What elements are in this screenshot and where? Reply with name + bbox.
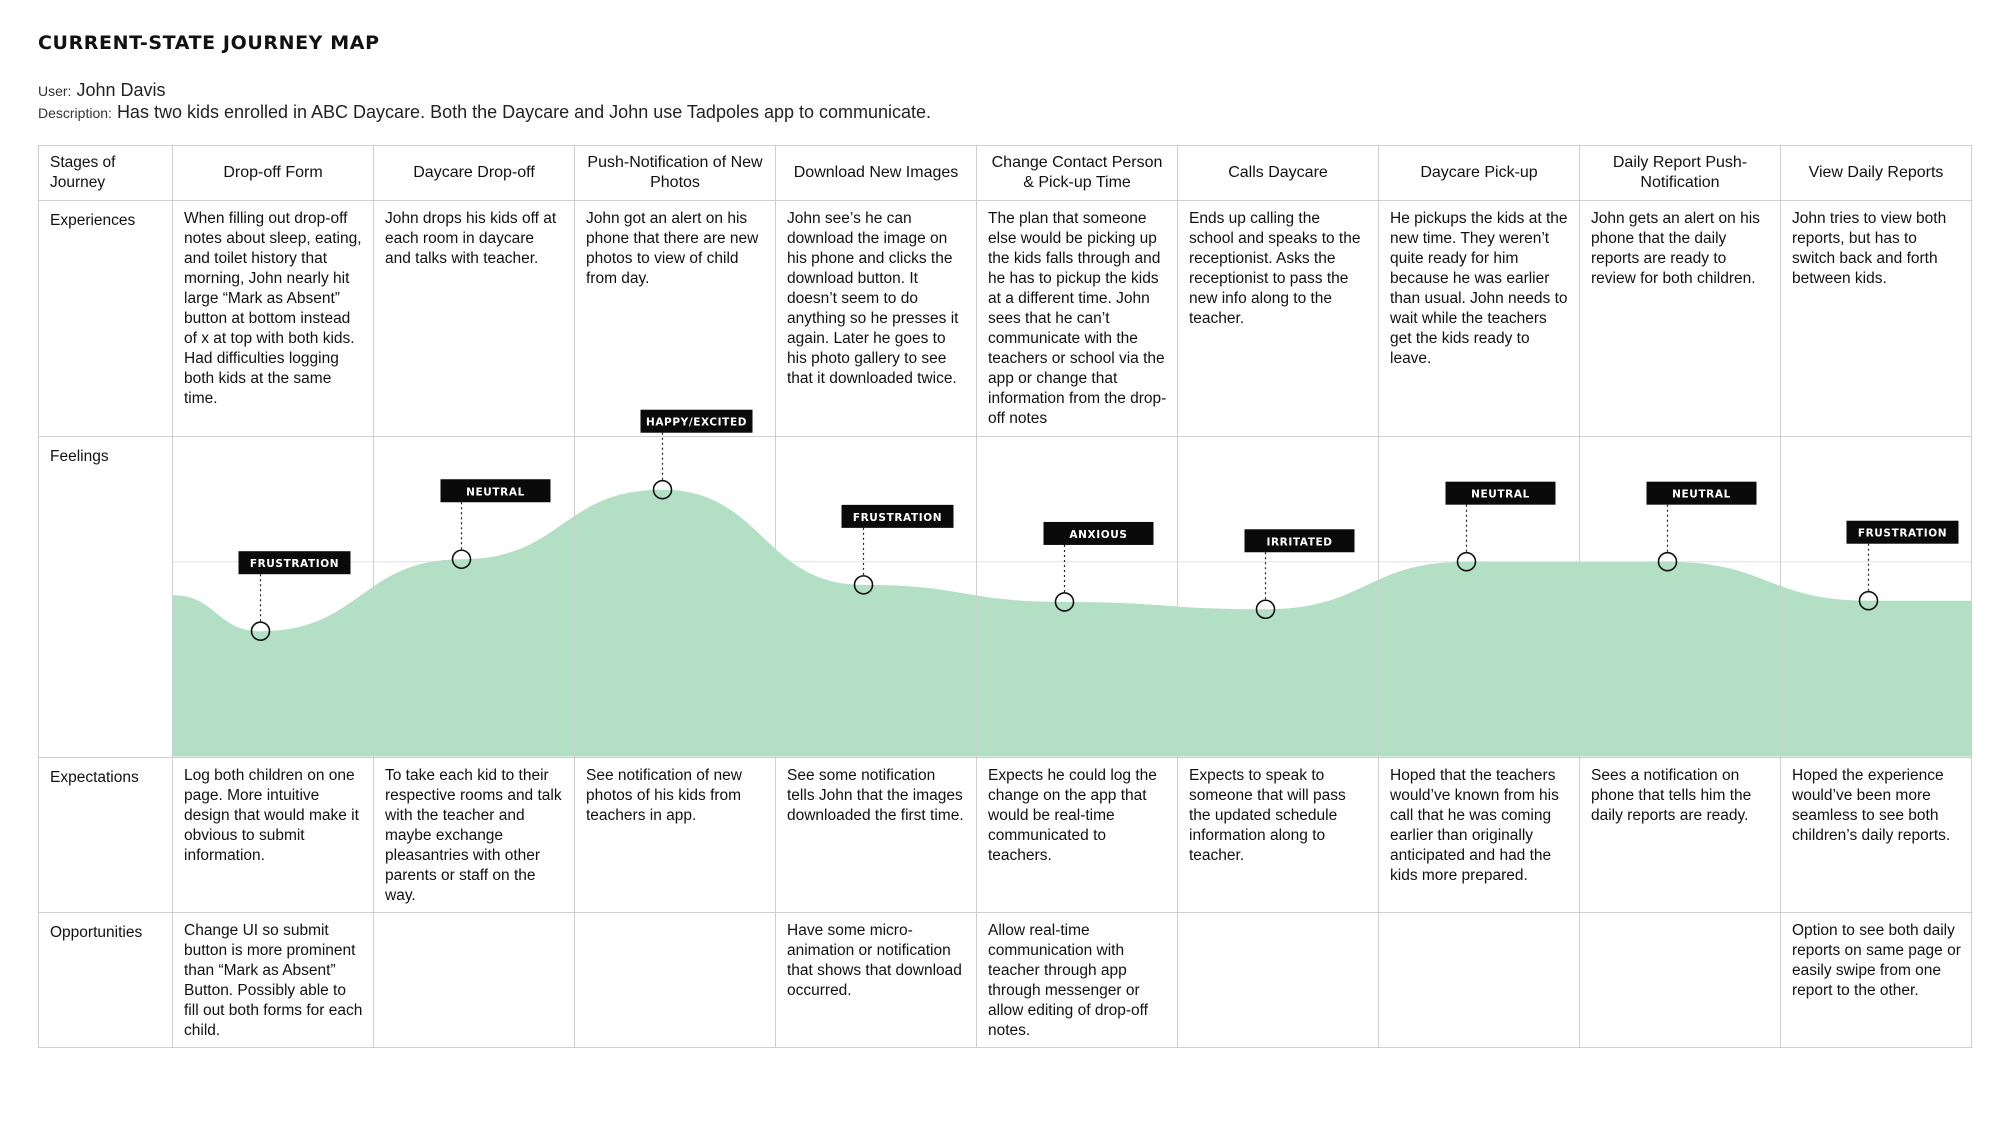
opportunity-cell: Change UI so submit button is more prominent than “Mark as Absent” Button. Possibly able to fill out both forms for each child. xyxy=(173,913,374,1048)
expectation-cell: Expects to speak to someone that will pass the updated schedule information along to teacher. xyxy=(1178,758,1379,913)
stage-name: Daycare Drop-off xyxy=(374,146,575,201)
feeling-label: FRUSTRATION xyxy=(249,558,340,571)
experience-cell: The plan that someone else would be picking up the kids falls through and he has to pickup the kids at a different time. John sees that he can’t communicate with the teachers or school via the app or change that information from the drop-off notes xyxy=(977,201,1178,437)
feeling-label: NEUTRAL xyxy=(1672,488,1731,501)
feeling-label: NEUTRAL xyxy=(466,486,525,499)
experience-cell: John tries to view both reports, but has to switch back and forth between kids. xyxy=(1781,201,1972,437)
experience-cell: Ends up calling the school and speaks to the receptionist. Asks the receptionist to pass the new info along to the teacher. xyxy=(1178,201,1379,437)
row-label-expectations: Expectations xyxy=(39,758,173,913)
stage-name: Drop-off Form xyxy=(173,146,374,201)
stage-name: Change Contact Person & Pick-up Time xyxy=(977,146,1178,201)
row-label-opportunities: Opportunities xyxy=(39,913,173,1048)
feeling-label: IRRITATED xyxy=(1266,536,1333,549)
expectation-cell: Log both children on one page. More intuitive design that would make it obvious to submit information. xyxy=(173,758,374,913)
expectation-cell: To take each kid to their respective rooms and talk with the teacher and maybe exchange pleasantries with other parents or staff on the way. xyxy=(374,758,575,913)
description-text: Has two kids enrolled in ABC Daycare. Both the Daycare and John use Tadpoles app to communicate. xyxy=(116,102,932,122)
feeling-marker xyxy=(842,505,954,594)
expectation-cell: Sees a notification on phone that tells him the daily reports are ready. xyxy=(1580,758,1781,913)
expectation-cell: See some notification tells John that the images downloaded the first time. xyxy=(776,758,977,913)
row-label-feelings: Feelings xyxy=(39,437,173,758)
feeling-label: NEUTRAL xyxy=(1471,488,1530,501)
opportunity-cell: Allow real-time communication with teacher through app through messenger or allow editing of drop-off notes. xyxy=(977,913,1178,1048)
feeling-marker xyxy=(1647,482,1757,571)
expectation-cell: Hoped that the teachers would’ve known from his call that he was coming earlier than originally anticipated and had the kids more prepared. xyxy=(1379,758,1580,913)
feeling-label: ANXIOUS xyxy=(1069,528,1128,541)
stage-name: Download New Images xyxy=(776,146,977,201)
expectation-cell: Expects he could log the change on the app that would be real-time communicated to teachers. xyxy=(977,758,1178,913)
stage-name: Daily Report Push-Notification xyxy=(1580,146,1781,201)
user-label: User: xyxy=(38,83,72,99)
feeling-marker xyxy=(1446,482,1556,571)
feeling-label: HAPPY/EXCITED xyxy=(645,416,748,429)
experience-cell: When filling out drop-off notes about sleep, eating, and toilet history that morning, John nearly hit large “Mark as Absent” button at bottom instead of x at top with both kids. Had difficulties logging both kids at the same time. xyxy=(173,201,374,437)
page-title: CURRENT-STATE JOURNEY MAP xyxy=(38,32,380,54)
stage-name: Daycare Pick-up xyxy=(1379,146,1580,201)
experience-cell: John got an alert on his phone that there are new photos to view of child from day. xyxy=(575,201,776,437)
opportunity-cell: Option to see both daily reports on same page or easily swipe from one report to the other. xyxy=(1781,913,1972,1048)
feeling-marker xyxy=(1847,521,1959,610)
feeling-marker xyxy=(1044,522,1154,611)
stage-name: Push-Notification of New Photos xyxy=(575,146,776,201)
experience-cell: John gets an alert on his phone that the daily reports are ready to review for both children. xyxy=(1580,201,1781,437)
opportunity-cell: Have some micro-animation or notification that shows that download occurred. xyxy=(776,913,977,1048)
corner-label: Stages of Journey xyxy=(39,146,173,201)
expectation-cell: Hoped the experience would’ve been more seamless to see both children’s daily reports. xyxy=(1781,758,1972,913)
experience-cell: He pickups the kids at the new time. They weren’t quite ready for him because he was earlier than usual. John needs to wait while the teachers get the kids ready to leave. xyxy=(1379,201,1580,437)
experience-cell: John drops his kids off at each room in daycare and talks with teacher. xyxy=(374,201,575,437)
stage-name: View Daily Reports xyxy=(1781,146,1972,201)
user-name: John Davis xyxy=(76,80,166,100)
feeling-label: FRUSTRATION xyxy=(852,511,943,524)
experience-cell: John see’s he can download the image on his phone and clicks the download button. It doesn’t seem to do anything so he presses it again. Later he goes to his photo gallery to see that it downloaded twice. xyxy=(776,201,977,437)
feeling-label: FRUSTRATION xyxy=(1857,527,1948,540)
row-label-experiences: Experiences xyxy=(39,201,173,437)
stage-name: Calls Daycare xyxy=(1178,146,1379,201)
description-label: Description: xyxy=(38,105,112,121)
feeling-marker xyxy=(641,410,753,499)
expectation-cell: See notification of new photos of his kids from teachers in app. xyxy=(575,758,776,913)
